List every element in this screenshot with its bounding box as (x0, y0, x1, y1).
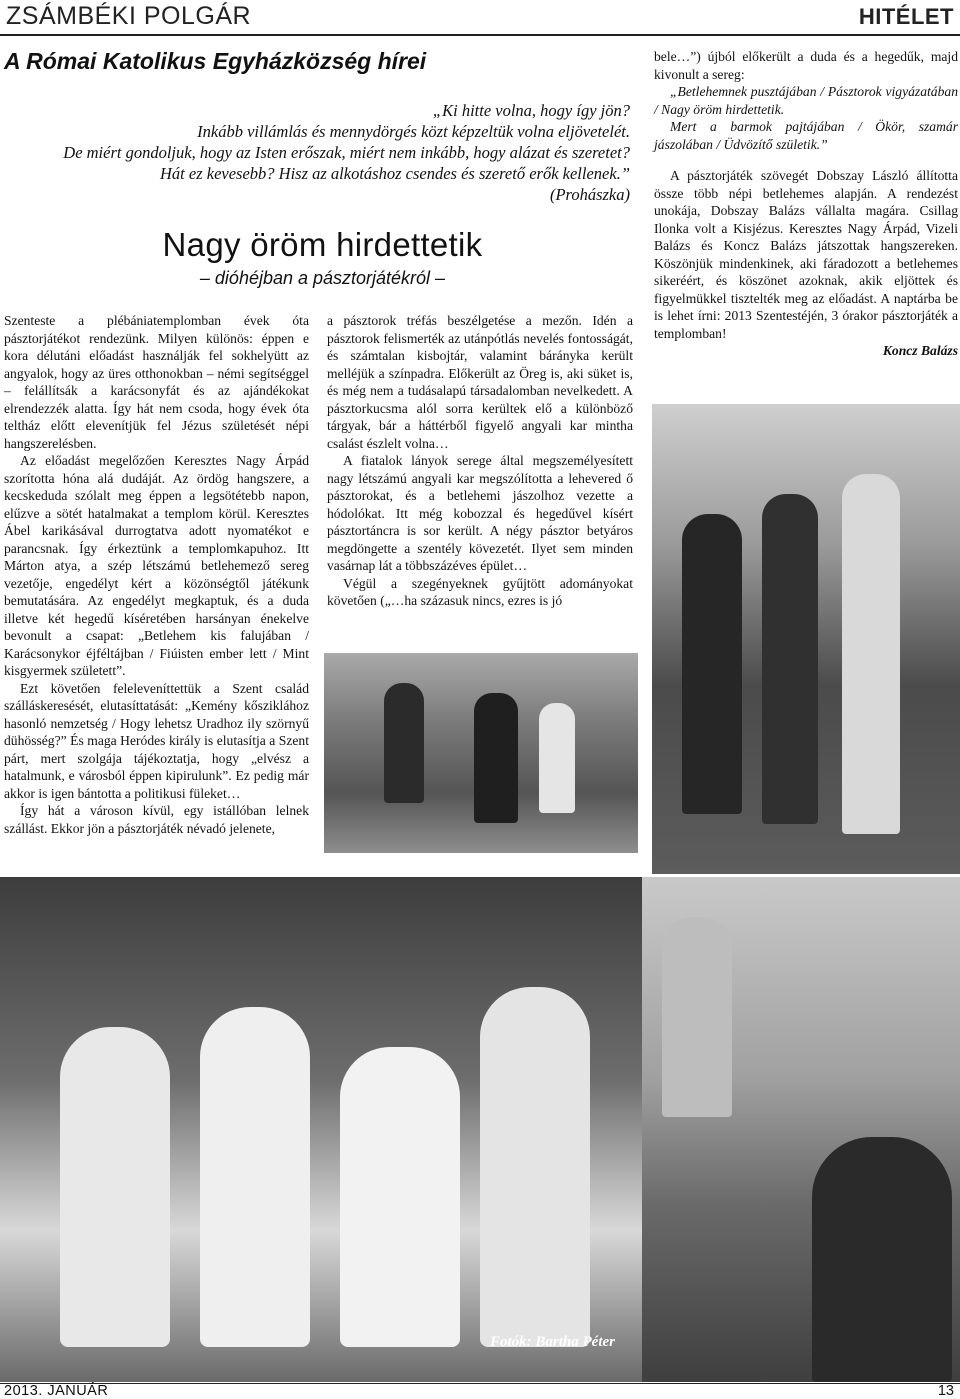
photo-credit: Fotók: Bartha Péter (490, 1334, 616, 1350)
quote-line: Inkább villámlás és mennydörgés közt képzeltük volna eljövetelét. (197, 122, 630, 141)
section-label: HITÉLET (858, 4, 954, 29)
article-headline: Nagy öröm hirdettetik (162, 226, 483, 263)
photo-nativity-scene (642, 877, 960, 1382)
opening-quote (0, 100, 630, 205)
author-signature: Koncz Balázs (882, 343, 958, 358)
section-title: A Római Katolikus Egyházközség hírei (4, 48, 427, 74)
paragraph: Szenteste a plébániatemplomban évek óta pásztorjátékot rendezünk. Milyen különös: éppen e kora délutáni előadást használják fel sokhelyütt az angyalok, hogy az üres otthonokban – némi segítséggel – felállítsák a karácsonyfát és az ajándékokat elrendezzék alatta. Így hát nem csoda, hogy évek óta teltház előtt elevenítjük fel Jézus születését népi hangszerelésben. (4, 313, 309, 451)
paragraph: a pásztorok tréfás beszélgetése a mezőn. Idén a pásztorok felismerték az utánpótlás nevelés fontosságát, és számtalan kisbojtár, valamint bárányka került melléjük a színpadra. Előkerült az Öreg is, aki süket is, és még nem a tudásalapú társadalomban nevelkedett. A pásztorkucsma alól sorra kerültek elő a különböző tárgyak, bár a háttérből figyelő angyali kar mintha csalást észlelt volna… (327, 313, 633, 451)
photo-angel-choir (0, 877, 642, 1382)
paragraph: Így hát a városon kívül, egy istállóban lelnek szállást. Ekkor jön a pásztorjáték névadó jelenete, (4, 803, 309, 836)
article-column-1 (4, 312, 309, 837)
header-rule (0, 34, 960, 36)
paragraph: Ezt követően feleleveníttettük a Szent család szálláskeresését, elutasíttatását: „Kemény kősziklához hasonló nemzetség / Hogy lehetsz Uradhoz ily szörnyű dühösség?” És maga Heródes király is elutasítja a Szent párt, mert szolgája tájékoztatja, hogy „elvész a hatalmunk, e városból éppen kipirulunk”. Ez pedig már akkor is igen bántotta a politikusi füleket… (4, 680, 309, 801)
article-subheadline: – dióhéjban a pásztorjátékról – (199, 268, 446, 288)
paragraph: bele…”) újból előkerült a duda és a hegedűk, majd kivonult a sereg: (654, 49, 958, 82)
article-column-3 (654, 48, 958, 360)
paragraph: A fiatalok lányok serege által megszemélyesített nagy létszámú angyali kar megszólította a lehevered ő pásztorokat, és a betlehemi jászolhoz vezette a hódolókat. Itt még kobozzal és hegedűvel kísért pásztortáncra is sor került. A négy pásztor betyáros megdöngette a szentély kövezetét. Ilyet sem minden vasárnap lát a többszázéves épület… (327, 453, 633, 573)
paragraph: Végül a szegényeknek gyűjtött adományokat követően („…ha százasuk nincs, ezres is jó (327, 575, 633, 608)
song-verse: Mert a barmok pajtájában / Ökör, szamár jászolában / Üdvözítő születik.” (654, 119, 958, 152)
quote-line: De miért gondoljuk, hogy az Isten erőszak, miért nem inkább, hogy alázat és szeretet? (63, 143, 630, 162)
quote-line: Hát ez kevesebb? Hisz az alkotáshoz csendes és szerető erők kellenek.” (160, 164, 630, 183)
song-verse: „Betlehemnek pusztájában / Pásztorok vigyázatában / Nagy öröm hirdettetik. (654, 84, 958, 117)
paragraph: A pásztorjáték szövegét Dobszay László állította össze több népi betlehemes alapján. A rendezést unokája, Dobszay Balázs vállalta magára. Csillag Ilonka volt a Kisjézus. Keresztes Nagy Árpád, Vizeli Balázs és Koncz Balázs játszottak hangszereken. Köszönjük mindenkinek, aki fáradozott a betlehemes sikeréért, és köszönet azoknak, akik eljöttek és figyelmükkel tisztelték meg az előadást. A naptárba be is lehet írni: 2013 Szentestéjén, 3 órakor pásztorjáték a templomban! (654, 168, 958, 341)
page-number: 13 (937, 1383, 954, 1399)
quote-line: „Ki hitte volna, hogy így jön? (432, 101, 630, 120)
quote-author: (Prohászka) (549, 185, 630, 204)
footer-rule (0, 1383, 960, 1384)
photo-shepherds-group (652, 404, 960, 874)
issue-date: 2013. JANUÁR (4, 1383, 109, 1399)
article-column-2 (327, 312, 633, 610)
publication-title: ZSÁMBÉKI POLGÁR (6, 2, 252, 30)
paragraph: Az előadást megelőzően Keresztes Nagy Árpád szorította hóna alá dudáját. Az ördög hangszere, a kecskeduda szólalt meg éppen a legsötétebb napon, elűzve a sötét hatalmakat a templom körül. Keresztes Ábel karikásával durrogtatva adott nyomatékot e parancsnak. Így érkeztünk a templomkapuhoz. Itt Márton atya, a szép létszámú betlehemező sereg vezetője, engedélyt kért a közönségtől játékunk bemutatására. Az engedélyt megkaptuk, és a duda illetve két hegedű kíséretében harsányan énekelve bevonult a csapat: „Betlehem kis falujában / Karácsonykor éjféltájban / Fiúisten ember lett / Mint kisgyermek született”. (4, 453, 309, 678)
photo-shepherd-dance (324, 653, 638, 853)
